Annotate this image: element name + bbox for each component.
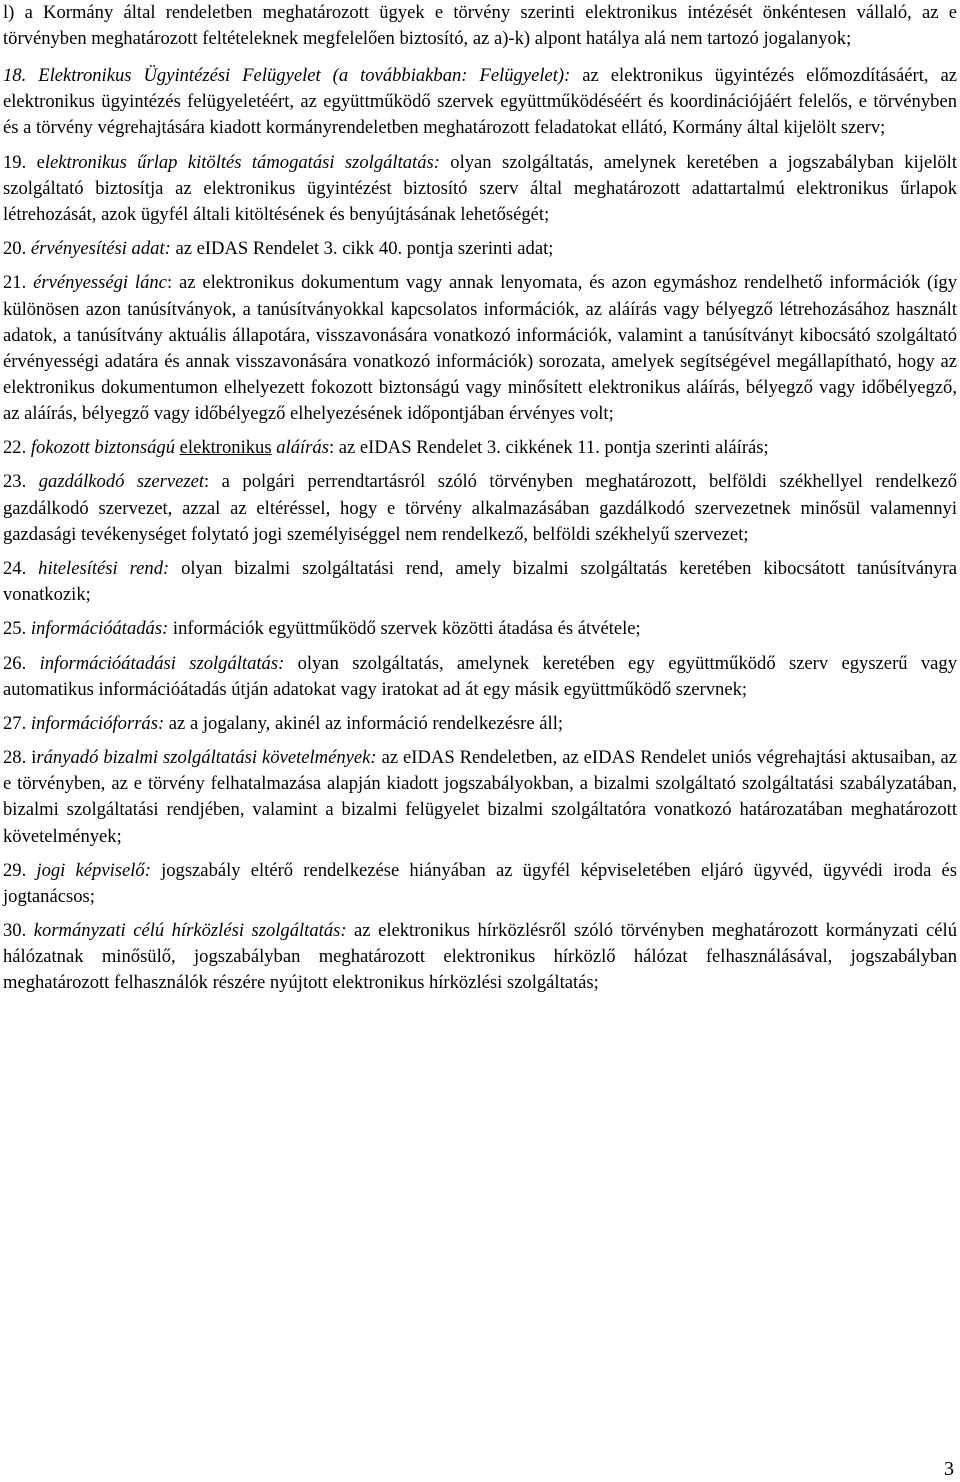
paragraph-number: 19. xyxy=(3,151,37,173)
paragraph-number: 22. xyxy=(3,437,31,459)
defined-term: információforrás: xyxy=(30,712,165,734)
defined-term: fokozott biztonságú xyxy=(30,437,176,459)
paragraph-number: 25. xyxy=(3,618,31,640)
paragraph-20 xyxy=(3,236,957,262)
page-number: 3 xyxy=(944,1458,954,1480)
paragraph-text: olyan szolgáltatás, amelynek keretében a jogszabályban kijelölt szolgáltató biztosítja az elektronikus ügyintézést biztosító szerv által meghatározott adattartalmú elektronikus űrlapok létrehozását, azok ügyfél általi kitöltésének és benyújtásának lehetőségét; xyxy=(3,151,957,225)
paragraph-27 xyxy=(3,711,957,737)
term-prefix: e xyxy=(36,151,45,173)
paragraph-text: l) a Kormány által rendeletben meghatározott ügyek e törvény szerinti elektronikus intézését önkéntesen vállaló, az e törvényben meghatározott feltételeknek megfelelően biztosító, az a)-k) alpont hatálya alá nem tartozó jogalanyok; xyxy=(3,2,957,50)
paragraph-number: 28. xyxy=(3,747,32,769)
paragraph-text: az eIDAS Rendeletben, az eIDAS Rendelet uniós végrehajtási aktusaiban, az e törvényben, az e törvény felhatalmazása alapján kiadott jogszabályokban, a bizalmi szolgáltató szolgáltatási szabályzatában, bizalmi szolgáltatási rendjében, valamint a bizalmi felügyelet bizalmi szolgáltatóra vonatkozó határozatában meghatározott követelmények; xyxy=(3,747,958,847)
paragraph-21 xyxy=(3,270,957,427)
paragraph-text: jogszabály eltérő rendelkezése hiányában az ügyfél képviseletében eljáró ügyvéd, ügyvédi iroda és jogtanácsos; xyxy=(3,859,957,907)
defined-term: információátadási szolgáltatás: xyxy=(39,652,285,674)
paragraph-22 xyxy=(3,435,957,461)
defined-term: hitelesítési rend: xyxy=(38,557,170,579)
paragraph-26 xyxy=(3,651,957,703)
defined-term: lektronikus űrlap kitöltés támogatási szolgáltatás: xyxy=(44,151,440,173)
paragraph-28 xyxy=(3,745,957,849)
paragraph-19 xyxy=(3,150,957,228)
paragraph-30 xyxy=(3,918,957,996)
paragraph-24 xyxy=(3,556,957,608)
defined-term: információátadás: xyxy=(30,618,169,640)
paragraph-number: 26. xyxy=(3,652,40,674)
defined-term: kormányzati célú hírközlési szolgáltatás: xyxy=(33,920,347,942)
paragraph-18 xyxy=(3,63,957,141)
paragraph-text: információk együttműködő szervek közötti átadása és átvétele; xyxy=(168,618,641,640)
paragraph-text: olyan szolgáltatás, amelynek keretében egy együttműködő szerv egyszerű vagy automatikus információátadás útján adatokat vagy iratokat ad át egy másik együttműködő szervnek; xyxy=(3,652,958,700)
term-prefix: i xyxy=(31,747,37,769)
defined-term: gazdálkodó szervezet xyxy=(38,471,205,493)
paragraph-text: az elektronikus ügyintézés előmozdításáért, az elektronikus ügyintézés felügyeletéért, az együttműködő szervek együttműködéséért és koordinációjáért felelős, e törvényben és a törvény végrehajtására kiadott kormányrendeletben meghatározott feladatokat ellátó, Kormány által kijelölt szerv; xyxy=(3,65,957,139)
paragraph-number: 27. xyxy=(3,712,31,734)
document-page xyxy=(3,0,957,996)
underlined-word: elektronikus xyxy=(179,437,272,459)
paragraph-number: 24. xyxy=(3,557,39,579)
paragraph-text: : a polgári perrendtartásról szóló törvényben meghatározott, belföldi székhellyel rendelkező gazdálkodó szervezet, azzal az eltéréssel, hogy e törvény alkalmazásában gazdálkodó szervezetnek minősül valamennyi gazdasági tevékenységet folytató jogi személyiséggel nem rendelkező, belföldi székhelyű szervezet; xyxy=(3,471,957,545)
paragraph-text: olyan bizalmi szolgáltatási rend, amely bizalmi szolgáltatás keretében kibocsátott tanúsítványra vonatkozik; xyxy=(3,557,958,605)
defined-term: jogi képviselő: xyxy=(36,859,151,881)
paragraph-number: 18. xyxy=(3,65,39,87)
defined-term: érvényesítési adat: xyxy=(30,238,171,260)
paragraph-text: az eIDAS Rendelet 3. cikk 40. pontja szerinti adat; xyxy=(170,238,554,260)
defined-term: érvényességi lánc xyxy=(33,272,167,294)
paragraph-text: : az eIDAS Rendelet 3. cikkének 11. pontja szerinti aláírás; xyxy=(328,437,769,459)
paragraph-29 xyxy=(3,858,957,910)
defined-term: Elektronikus Ügyintézési Felügyelet (a továbbiakban: Felügyelet): xyxy=(38,65,571,87)
paragraph-number: 23. xyxy=(3,471,39,493)
paragraph-text: az a jogalany, akinél az információ rendelkezésre áll; xyxy=(164,712,564,734)
paragraph-l xyxy=(3,0,957,52)
paragraph-text: : az elektronikus dokumentum vagy annak lenyomata, és azon egymáshoz rendelhető információk (így különösen azon tanúsítványok, a tanúsítványokkal kapcsolatos információk, az aláírás vagy bélyegző létrehozásához használt adatok, a tanúsítvány aktuális állapotára, visszavonására vonatkozó információk, valamint a tanúsítványt kibocsátó szolgáltató érvényességi adatára és annak visszavonására vonatkozó információk) sorozata, amelyek segítségével megállapítható, hogy az elektronikus dokumentumon elhelyezett fokozott biztonságú vagy minősített elektronikus aláírás, bélyegző vagy időbélyegző, az aláírás, bélyegző vagy időbélyegző elhelyezésének időpontjában érvényes volt; xyxy=(3,272,958,424)
paragraph-25 xyxy=(3,616,957,642)
paragraph-23 xyxy=(3,469,957,547)
paragraph-text: az elektronikus hírközlésről szóló törvényben meghatározott kormányzati célú hálózatnak minősülő, jogszabályban meghatározott elektronikus hírközlő hálózat felhasználásával, jogszabályban meghatározott felhasználók részére nyújtott elektronikus hírközlési szolgáltatás; xyxy=(3,920,957,994)
paragraph-number: 29. xyxy=(3,859,37,881)
paragraph-number: 21. xyxy=(3,272,34,294)
paragraph-number: 30. xyxy=(3,920,34,942)
paragraph-number: 20. xyxy=(3,238,31,260)
defined-term: rányadó bizalmi szolgáltatási követelmények: xyxy=(36,747,377,769)
defined-term-continued: aláírás xyxy=(271,437,329,459)
